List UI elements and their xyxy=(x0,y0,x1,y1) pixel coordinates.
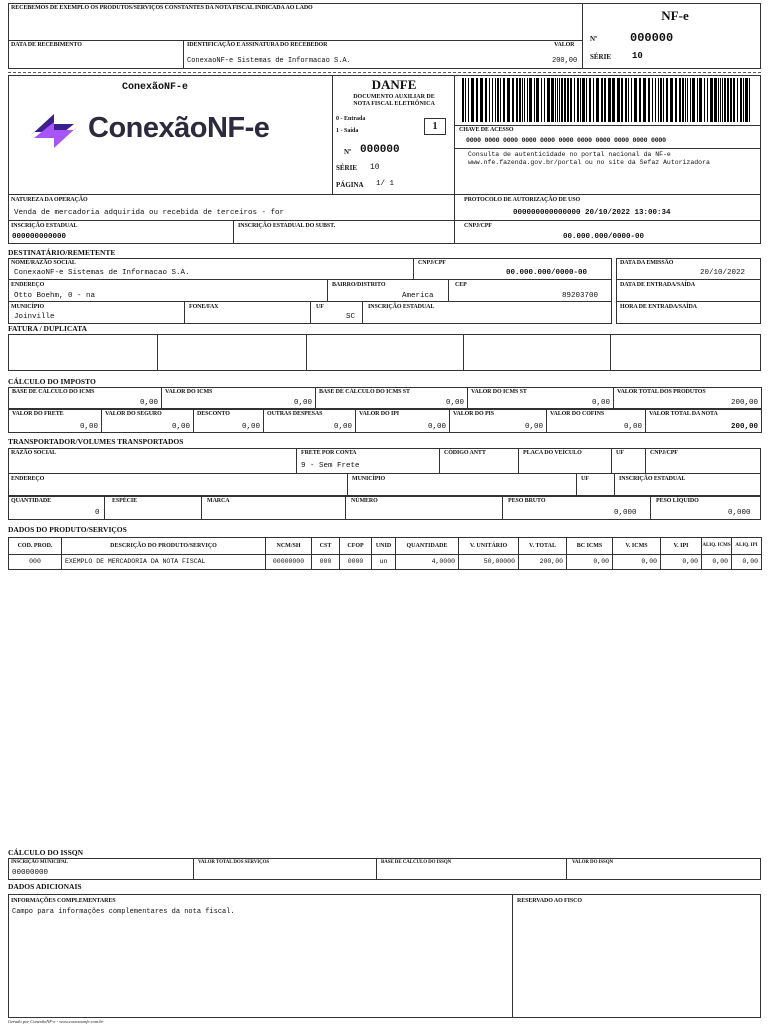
dest-emissao-label: DATA DA EMISSÃO xyxy=(620,260,674,266)
canhoto-valor-label: VALOR xyxy=(554,42,575,48)
imposto-cell-value: 0,00 xyxy=(623,423,642,431)
cnpj-label: CNPJ/CPF xyxy=(464,223,492,229)
barcode-bar xyxy=(586,78,587,122)
barcode-bar xyxy=(628,78,629,122)
imposto-cell-value: 0,00 xyxy=(445,399,464,407)
barcode-bar xyxy=(593,78,594,122)
barcode-bar xyxy=(687,78,688,122)
barcode-bar xyxy=(485,78,487,122)
dest-nome-value: ConexaoNF-e Sistemas de Informacao S.A. xyxy=(14,269,190,277)
chave-label: CHAVE DE ACESSO xyxy=(459,127,514,133)
danfe-serie-label: SÉRIE xyxy=(336,164,358,172)
transp-municipio-label: MUNICÍPIO xyxy=(352,476,386,482)
imposto-cell xyxy=(315,387,468,409)
barcode-bar xyxy=(547,78,550,122)
imposto-cell xyxy=(101,409,194,433)
produtos-cell: 0000 xyxy=(339,554,372,570)
fatura-section-title: FATURA / DUPLICATA xyxy=(8,324,88,333)
iest-label: INSCRIÇÃO ESTADUAL DO SUBST. xyxy=(238,223,336,229)
canhoto-serie-value: 10 xyxy=(632,51,643,61)
barcode-bar xyxy=(710,78,713,122)
cnpj-value: 00.000.000/0000-00 xyxy=(563,233,645,241)
canhoto-identificacao-label: IDENTIFICAÇÃO E ASSINATURA DO RECEBEDOR xyxy=(187,42,328,48)
barcode-bar xyxy=(492,78,493,122)
imposto-cell-value: 0,00 xyxy=(524,423,543,431)
canhoto-serie-label: SÉRIE xyxy=(590,53,612,61)
produtos-header-cell: V. IPI xyxy=(660,537,702,555)
barcode-bar xyxy=(612,78,615,122)
barcode-bar xyxy=(516,78,518,122)
imposto-cell xyxy=(546,409,646,433)
imposto-cell-value: 0,00 xyxy=(171,423,190,431)
barcode-bar xyxy=(658,78,659,122)
barcode-bar xyxy=(714,78,717,122)
transp-endereco-box xyxy=(8,474,348,496)
barcode-bar xyxy=(679,78,681,122)
issqn-section-title: CÁLCULO DO ISSQN xyxy=(8,848,84,857)
transp-uf-label: UF xyxy=(616,450,624,456)
barcode-bar xyxy=(596,78,599,122)
produtos-cell: 000 xyxy=(8,554,62,570)
dest-cnpj-label: CNPJ/CPF xyxy=(418,260,446,266)
produtos-header-cell: QUANTIDADE xyxy=(395,537,459,555)
barcode-bar xyxy=(722,78,723,122)
produtos-header-cell: BC ICMS xyxy=(566,537,613,555)
dest-emissao-value: 20/10/2022 xyxy=(700,269,746,277)
barcode-bar xyxy=(570,78,572,122)
produtos-cell: 0,00 xyxy=(731,554,762,570)
barcode-bar xyxy=(564,78,566,122)
danfe-box xyxy=(333,75,455,195)
logo-icon xyxy=(24,106,84,156)
produtos-header-cell: COD. PROD. xyxy=(8,537,62,555)
transp-placa-label: PLACA DO VEÍCULO xyxy=(523,450,582,456)
imposto-cell xyxy=(8,409,102,433)
canhoto-numero-label: Nº xyxy=(590,35,598,43)
dest-uf-label: UF xyxy=(316,304,324,310)
transp-cnpj-label: CNPJ/CPF xyxy=(650,450,678,456)
produtos-section-title: DADOS DO PRODUTO/SERVIÇOS xyxy=(8,525,127,534)
imposto-cell-value: 0,00 xyxy=(241,423,260,431)
barcode-bar xyxy=(512,78,514,122)
barcode-bar xyxy=(724,78,726,122)
fatura-divider-4 xyxy=(610,334,611,371)
barcode-bar xyxy=(567,78,569,122)
ie-label: INSCRIÇÃO ESTADUAL xyxy=(11,223,78,229)
imposto-cell-label: OUTRAS DESPESAS xyxy=(267,411,323,417)
barcode-bar xyxy=(497,78,499,122)
barcode-bar xyxy=(503,78,505,122)
barcode-bar xyxy=(559,78,560,122)
barcode-bar xyxy=(727,78,729,122)
barcode-bar xyxy=(718,78,719,122)
barcode-bar xyxy=(652,78,653,122)
imposto-cell-label: DESCONTO xyxy=(197,411,230,417)
dest-hora-label: HORA DE ENTRADA/SAÍDA xyxy=(620,304,697,310)
imposto-cell-value: 0,00 xyxy=(333,423,352,431)
destinatario-section-title: DESTINATÁRIO/REMETENTE xyxy=(8,248,116,257)
produtos-cell: 4,0000 xyxy=(395,554,459,570)
danfe-subtitle2: NOTA FISCAL ELETRÔNICA xyxy=(353,101,435,107)
barcode-bar xyxy=(743,78,744,122)
transp-liquido-value: 0,000 xyxy=(728,509,751,517)
barcode-bar xyxy=(617,78,620,122)
imposto-cell-value: 0,00 xyxy=(591,399,610,407)
barcode-bar xyxy=(561,78,563,122)
barcode-bar xyxy=(476,78,478,122)
produtos-cell: un xyxy=(371,554,396,570)
dest-bairro-label: BAIRRO/DISTRITO xyxy=(332,282,386,288)
fatura-box xyxy=(8,334,761,371)
imposto-cell-value: 0,00 xyxy=(427,423,446,431)
imposto-cell-value: 0,00 xyxy=(293,399,312,407)
barcode-bar xyxy=(577,78,579,122)
barcode-bar xyxy=(648,78,650,122)
dest-cep-label: CEP xyxy=(455,282,467,288)
produtos-header-cell: V. TOTAL xyxy=(518,537,567,555)
transp-frete-value: 9 - Sem Frete xyxy=(301,462,360,470)
barcode-bar xyxy=(666,78,668,122)
barcode-bar xyxy=(604,78,606,122)
issqn-base-label: BASE DE CÁLCULO DO ISSQN xyxy=(381,860,452,865)
chave-divider xyxy=(455,125,761,126)
canhoto-nfe-title: NF-e xyxy=(661,8,689,23)
dest-bairro-value: America xyxy=(402,292,434,300)
transp-quantidade-label: QUANTIDADE xyxy=(11,498,52,504)
transp-bruto-label: PESO BRUTO xyxy=(508,498,546,504)
imposto-cell-label: VALOR TOTAL DOS PRODUTOS xyxy=(617,389,706,395)
barcode-bar xyxy=(692,78,695,122)
barcode-bar xyxy=(500,78,501,122)
produtos-cell: 0,00 xyxy=(660,554,702,570)
produtos-header-cell: UNID xyxy=(371,537,396,555)
dest-endereco-label: ENDEREÇO xyxy=(11,282,45,288)
barcode-bar xyxy=(468,78,469,122)
imposto-cell-label: VALOR DO PIS xyxy=(453,411,495,417)
imposto-cell xyxy=(161,387,316,409)
barcode-bar xyxy=(740,78,742,122)
adic-info-value: Campo para informações complementares da nota fiscal. xyxy=(12,908,235,916)
barcode-bar xyxy=(544,78,545,122)
fatura-divider-3 xyxy=(463,334,464,371)
barcode-bar xyxy=(733,78,735,122)
barcode-bar xyxy=(625,78,627,122)
produtos-header-cell: ALIQ. IPI xyxy=(731,537,762,555)
transp-ie-label: INSCRIÇÃO ESTADUAL xyxy=(619,476,686,482)
transp-numero-label: NÚMERO xyxy=(351,498,378,504)
produtos-header-cell: DESCRIÇÃO DO PRODUTO/SERVIÇO xyxy=(61,537,266,555)
barcode-bar xyxy=(601,78,603,122)
transp-uf2-label: UF xyxy=(581,476,589,482)
barcode-bar xyxy=(465,78,466,122)
imposto-cell-label: BASE DE CÁLCULO DO ICMS xyxy=(12,389,95,395)
adic-fisco-box xyxy=(513,894,761,1018)
barcode-bar xyxy=(480,78,483,122)
imposto-cell-value: 200,00 xyxy=(730,399,758,407)
dest-fone-label: FONE/FAX xyxy=(189,304,219,310)
barcode-bar xyxy=(580,78,581,122)
barcode-bar xyxy=(522,78,523,122)
transp-endereco-label: ENDEREÇO xyxy=(11,476,45,482)
canhoto-identificacao-value: ConexaoNF-e Sistemas de Informacao S.A. xyxy=(187,57,351,65)
dest-municipio-value: Joinville xyxy=(14,313,55,321)
dest-ie-label: INSCRIÇÃO ESTADUAL xyxy=(368,304,435,310)
transp-antt-label: CÓDIGO ANTT xyxy=(444,450,486,456)
transp-especie-label: ESPÉCIE xyxy=(112,498,137,504)
barcode-bar xyxy=(608,78,611,122)
fatura-divider-1 xyxy=(157,334,158,371)
chave-consulta: Consulta de autenticidade no portal nacional da NF-e www.nfe.fazenda.gov.br/portal ou no site da Sefaz Autorizadora xyxy=(468,151,710,166)
adic-fisco-label: RESERVADO AO FISCO xyxy=(517,898,582,904)
chave-divider2 xyxy=(455,148,761,149)
produtos-header-cell: CST xyxy=(311,537,340,555)
emitente-name: ConexãoNF-e xyxy=(122,82,189,93)
adic-info-label: INFORMAÇÕES COMPLEMENTARES xyxy=(11,898,116,904)
imposto-cell-value: 0,00 xyxy=(79,423,98,431)
barcode-bar xyxy=(699,78,702,122)
barcode-icon xyxy=(460,78,756,122)
barcode-bar xyxy=(519,78,521,122)
barcode-bar xyxy=(555,78,556,122)
transportador-section-title: TRANSPORTADOR/VOLUMES TRANSPORTADOS xyxy=(8,437,184,446)
canhoto-valor-value: 200,00 xyxy=(552,57,578,65)
produtos-cell: 000 xyxy=(311,554,340,570)
barcode-bar xyxy=(471,78,474,122)
barcode-bar xyxy=(682,78,684,122)
barcode-bar xyxy=(582,78,585,122)
dest-cnpj-value: 00.000.000/0000-00 xyxy=(506,269,588,277)
issqn-im-value: 00000000 xyxy=(12,869,49,877)
imposto-cell xyxy=(467,387,614,409)
imposto-cell-label: VALOR DO COFINS xyxy=(550,411,605,417)
produtos-header-cell: V. UNITÁRIO xyxy=(458,537,519,555)
imposto-cell-label: VALOR DO ICMS xyxy=(165,389,213,395)
produtos-header-cell: ALIQ. ICMS xyxy=(701,537,732,555)
logo-text: ConexãoNF-e xyxy=(88,112,270,144)
barcode-bar xyxy=(690,78,691,122)
protocolo-label: PROTOCOLO DE AUTORIZAÇÃO DE USO xyxy=(464,197,581,203)
canhoto-data-recebimento-label: DATA DE RECEBIMENTO xyxy=(11,42,82,48)
barcode-bar xyxy=(634,78,637,122)
danfe-pagina-label: PÁGINA xyxy=(336,181,364,189)
imposto-cell-label: VALOR DO IPI xyxy=(359,411,400,417)
chave-value: 0000 0000 0000 0000 0000 0000 0000 0000 0000 0000 0000 xyxy=(466,137,666,144)
transp-frete-label: FRETE POR CONTA xyxy=(301,450,357,456)
imposto-cell xyxy=(263,409,356,433)
barcode-bar xyxy=(675,78,677,122)
transp-liquido-label: PESO LÍQUIDO xyxy=(656,498,699,504)
canhoto-recebemos: RECEBEMOS DE EXEMPLO OS PRODUTOS/SERVIÇOS CONSTANTES DA NOTA FISCAL INDICADA AO LADO xyxy=(11,5,313,11)
produtos-cell: 0,00 xyxy=(701,554,732,570)
produtos-cell: 0,00 xyxy=(566,554,613,570)
imposto-cell-label: VALOR TOTAL DA NOTA xyxy=(649,411,718,417)
barcode-bar xyxy=(574,78,575,122)
barcode-bar xyxy=(704,78,705,122)
barcode-bar xyxy=(655,78,656,122)
danfe-entrada: 0 - Entrada xyxy=(336,116,366,122)
barcode-bar xyxy=(524,78,525,122)
imposto-cell-label: VALOR DO FRETE xyxy=(12,411,64,417)
barcode-bar xyxy=(707,78,708,122)
barcode-bar xyxy=(697,78,698,122)
barcode-bar xyxy=(730,78,732,122)
produtos-header-cell: CFOP xyxy=(339,537,372,555)
dest-endereco-value: Otto Boehm, 0 - na xyxy=(14,292,96,300)
imposto-cell xyxy=(8,387,162,409)
issqn-valor-label: VALOR DO ISSQN xyxy=(572,860,614,865)
barcode-bar xyxy=(643,78,646,122)
barcode-bar xyxy=(589,78,591,122)
dest-entrada-label: DATA DE ENTRADA/SAÍDA xyxy=(620,282,696,288)
imposto-cell-label: VALOR DO ICMS ST xyxy=(471,389,527,395)
barcode-bar xyxy=(495,78,496,122)
ie-value: 000000000000 xyxy=(12,233,67,241)
barcode-bar xyxy=(536,78,539,122)
imposto-cell-label: BASE DE CÁLCULO DO ICMS ST xyxy=(319,389,410,395)
imposto-cell-label: VALOR DO SEGURO xyxy=(105,411,162,417)
transp-bruto-value: 0,000 xyxy=(614,509,637,517)
dest-nome-label: NOME/RAZÃO SOCIAL xyxy=(11,260,76,266)
danfe-saida: 1 - Saída xyxy=(336,128,359,134)
barcode-bar xyxy=(541,78,542,122)
barcode-bar xyxy=(551,78,554,122)
imposto-cell xyxy=(193,409,264,433)
dest-municipio-label: MUNICÍPIO xyxy=(11,304,45,310)
barcode-bar xyxy=(507,78,510,122)
imposto-cell xyxy=(613,387,762,409)
canhoto-cut-line xyxy=(8,72,761,73)
danfe-title: DANFE xyxy=(371,77,417,92)
produtos-header-cell: V. ICMS xyxy=(612,537,661,555)
barcode-bar xyxy=(527,78,528,122)
barcode-bar xyxy=(737,78,738,122)
barcode-bar xyxy=(685,78,686,122)
barcode-bar xyxy=(745,78,748,122)
produtos-cell: EXEMPLO DE MERCADORIA DA NOTA FISCAL xyxy=(61,554,266,570)
barcode-bar xyxy=(639,78,641,122)
produtos-cell: 50,00000 xyxy=(458,554,519,570)
imposto-cell xyxy=(645,409,762,433)
footer-text: Gerado por ConexãoNF-e - www.conexaonfe.com.br xyxy=(8,1019,104,1024)
barcode-bar xyxy=(489,78,490,122)
barcode-bar xyxy=(631,78,632,122)
imposto-section-title: CÁLCULO DO IMPOSTO xyxy=(8,377,96,386)
danfe-numero-value: 000000 xyxy=(360,144,400,156)
issqn-servicos-label: VALOR TOTAL DOS SERVIÇOS xyxy=(198,860,270,865)
produtos-cell: 200,00 xyxy=(518,554,567,570)
imposto-cell-value: 0,00 xyxy=(139,399,158,407)
barcode-bar xyxy=(660,78,662,122)
imposto-cell-value: 200,00 xyxy=(730,423,758,431)
barcode-bar xyxy=(534,78,535,122)
imposto-cell xyxy=(355,409,450,433)
canhoto-numero-value: 000000 xyxy=(630,31,674,45)
barcode-bar xyxy=(621,78,623,122)
danfe-serie-value: 10 xyxy=(370,163,380,172)
issqn-im-label: INSCRIÇÃO MUNICIPAL xyxy=(11,860,69,865)
dest-cep-value: 89203700 xyxy=(562,292,599,300)
barcode-bar xyxy=(720,78,721,122)
danfe-subtitle1: DOCUMENTO AUXILIAR DE xyxy=(353,94,435,100)
produtos-cell: 0,00 xyxy=(612,554,661,570)
barcode-bar xyxy=(529,78,532,122)
transp-marca-label: MARCA xyxy=(207,498,230,504)
imposto-cell xyxy=(449,409,547,433)
natureza-label: NATUREZA DA OPERAÇÃO xyxy=(11,197,88,203)
barcode-bar xyxy=(749,78,750,122)
barcode-bar xyxy=(462,78,464,122)
protocolo-value: 000000000000000 20/10/2022 13:00:34 xyxy=(513,209,671,217)
natureza-value: Venda de mercadoria adquirida ou recebida de terceiros - for xyxy=(14,209,285,217)
produtos-header-cell: NCM/SH xyxy=(265,537,312,555)
adicionais-section-title: DADOS ADICIONAIS xyxy=(8,882,82,891)
canhoto-divider xyxy=(8,40,583,41)
danfe-numero-label: Nº xyxy=(344,148,352,156)
dest-uf-value: SC xyxy=(346,313,356,321)
barcode-bar xyxy=(663,78,664,122)
danfe-tipo-box: 1 xyxy=(424,118,446,135)
transp-quantidade-value: 0 xyxy=(95,509,100,517)
canhoto-divider-v xyxy=(183,40,184,69)
fatura-divider-2 xyxy=(306,334,307,371)
barcode-bar xyxy=(670,78,673,122)
produtos-cell: 00000000 xyxy=(265,554,312,570)
transp-razao-label: RAZÃO SOCIAL xyxy=(11,450,56,456)
barcode-bar xyxy=(557,78,558,122)
danfe-pagina-value: 1/ 1 xyxy=(376,180,395,188)
